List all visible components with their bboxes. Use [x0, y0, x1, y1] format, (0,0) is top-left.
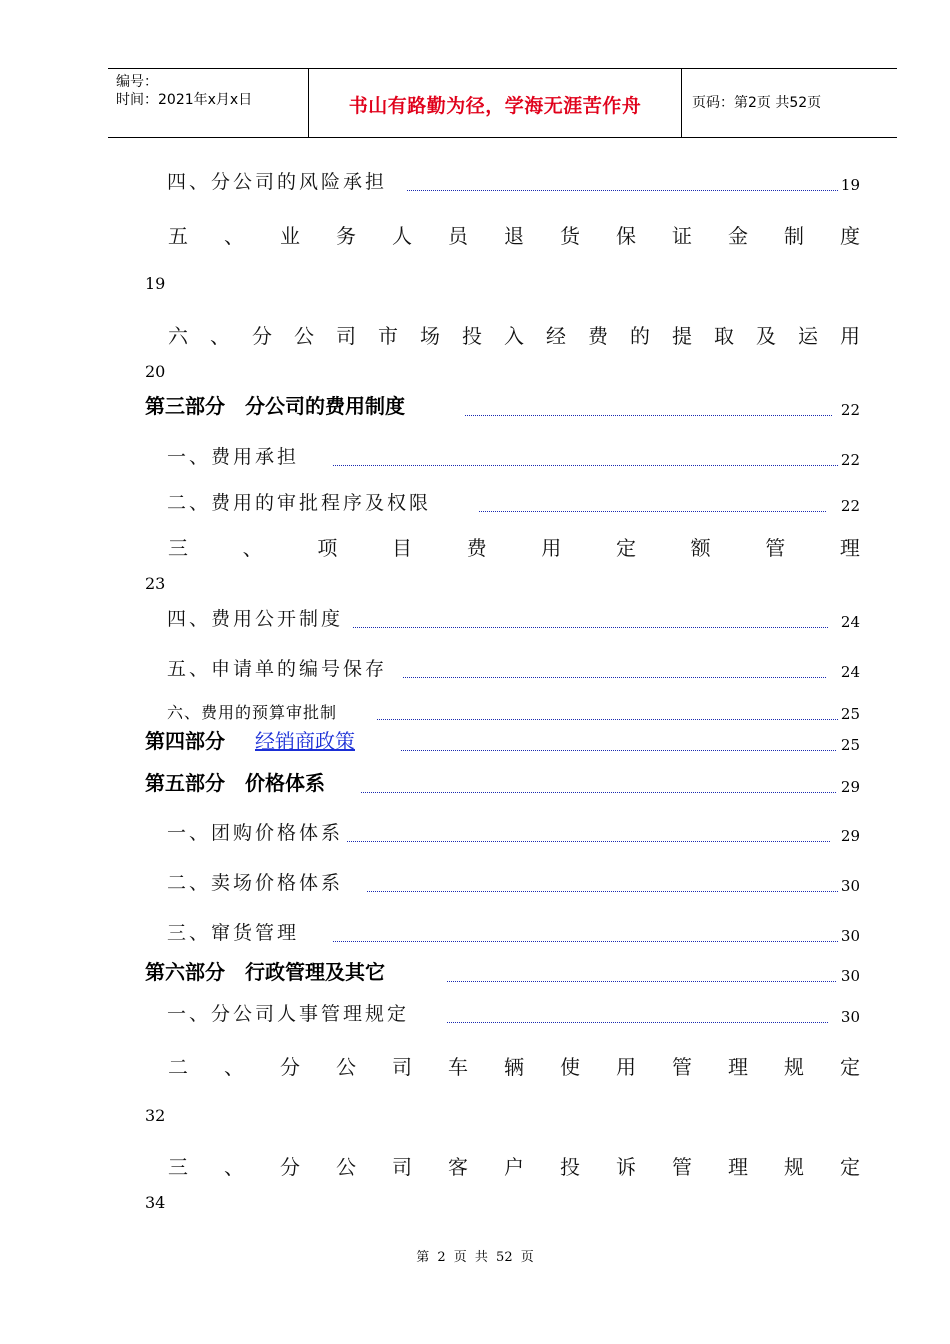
toc-char: 证 [672, 224, 692, 248]
toc-entry-label: 三、窜货管理 [167, 922, 300, 944]
toc-page-number: 22 [840, 451, 860, 469]
toc-char: 三 [168, 536, 188, 560]
toc-part-entry[interactable] [145, 728, 860, 758]
dealer-policy-link[interactable]: 经销商政策 [255, 729, 355, 753]
toc-char: 分 [280, 1155, 300, 1179]
toc-char: 目 [391, 536, 412, 560]
toc-char: 、 [224, 1155, 244, 1179]
toc-char: 三 [168, 1155, 188, 1179]
toc-char: 金 [728, 224, 748, 248]
toc-page-number: 30 [840, 927, 860, 945]
toc-char: 理 [728, 1155, 748, 1179]
toc-entry-spread[interactable] [168, 1051, 860, 1080]
toc-entry-spread[interactable] [168, 532, 860, 561]
toc-char: 、 [224, 1055, 244, 1079]
toc-entry-spread[interactable] [168, 1151, 860, 1180]
toc-page-number: 19 [840, 176, 860, 194]
toc-char: 使 [560, 1055, 580, 1079]
toc-page-number: 30 [840, 967, 860, 985]
toc-char: 诉 [616, 1155, 636, 1179]
page-footer: 第 2 页 共 52 页 [416, 1250, 534, 1265]
toc-char: 规 [784, 1155, 804, 1179]
toc-char: 保 [616, 224, 636, 248]
toc-char: 额 [690, 536, 711, 560]
toc-char: 六 [168, 324, 188, 348]
toc-entry[interactable] [145, 443, 860, 473]
toc-char: 户 [504, 1155, 524, 1179]
toc-char: 投 [462, 324, 482, 348]
toc-char: 定 [615, 536, 636, 560]
toc-part-entry[interactable] [145, 959, 860, 989]
toc-page-number: 25 [840, 705, 860, 723]
toc-entry[interactable] [145, 819, 860, 849]
toc-page-number: 22 [840, 401, 860, 419]
toc-char: 、 [210, 324, 230, 348]
toc-leader [479, 511, 826, 512]
toc-page-number: 24 [840, 613, 860, 631]
toc-char: 货 [560, 224, 580, 248]
toc-leader [447, 981, 836, 982]
toc-char: 员 [448, 224, 468, 248]
toc-entry-label: 一、团购价格体系 [167, 822, 344, 844]
toc-char: 、 [242, 536, 263, 560]
toc-page-number: 34 [145, 1193, 166, 1212]
toc-char: 二 [168, 1055, 188, 1079]
toc-char: 项 [317, 536, 338, 560]
motto-text: 书山有路勤为径，学海无涯苦作舟 [348, 95, 642, 117]
toc-char: 车 [448, 1055, 468, 1079]
toc-page-number: 32 [145, 1106, 166, 1125]
toc-char: 理 [728, 1055, 748, 1079]
toc-leader [465, 415, 832, 416]
toc-char: 场 [420, 324, 440, 348]
code-label: 编号： [116, 74, 158, 90]
toc-char: 管 [672, 1055, 692, 1079]
toc-char: 取 [714, 324, 734, 348]
toc-leader [367, 891, 838, 892]
toc-char: 公 [336, 1155, 356, 1179]
toc-char: 客 [448, 1155, 468, 1179]
toc-entry[interactable] [145, 605, 860, 635]
toc-entry[interactable] [145, 919, 860, 949]
toc-char: 用 [541, 536, 562, 560]
toc-char: 司 [336, 324, 356, 348]
toc-char: 市 [378, 324, 398, 348]
toc-char: 分 [280, 1055, 300, 1079]
toc-char: 公 [294, 324, 314, 348]
toc-char: 度 [840, 224, 860, 248]
toc-entry-label: 第六部分 行政管理及其它 [145, 960, 385, 984]
toc-char: 规 [784, 1055, 804, 1079]
toc-char: 定 [840, 1155, 860, 1179]
toc-char: 的 [630, 324, 650, 348]
toc-char: 辆 [504, 1055, 524, 1079]
toc-char: 经 [546, 324, 566, 348]
time-label: 时间：2021年x月x日 [116, 92, 253, 108]
toc-page-number: 29 [840, 778, 860, 796]
toc-char: 用 [840, 324, 860, 348]
toc-entry[interactable] [145, 655, 860, 685]
toc-part-entry[interactable] [145, 770, 860, 800]
header-motto-cell [309, 69, 682, 137]
toc-entry[interactable] [145, 1000, 860, 1030]
toc-char: 务 [336, 224, 356, 248]
toc-entry-spread[interactable] [168, 220, 860, 249]
page-info: 页码：第2页 共52页 [692, 95, 822, 111]
toc-page-number: 24 [840, 663, 860, 681]
toc-page-number: 25 [840, 736, 860, 754]
toc-entry-label: 第三部分 分公司的费用制度 [145, 394, 405, 418]
toc-entry-label [145, 725, 355, 754]
toc-entry-label: 四、分公司的风险承担 [167, 171, 388, 193]
toc-char: 定 [840, 1055, 860, 1079]
toc-char: 投 [560, 1155, 580, 1179]
toc-leader [407, 190, 838, 191]
toc-page-number: 23 [145, 574, 166, 593]
toc-leader [401, 750, 836, 751]
toc-char: 入 [504, 324, 524, 348]
toc-char: 及 [756, 324, 776, 348]
toc-page-number: 20 [145, 362, 166, 381]
toc-char: 用 [616, 1055, 636, 1079]
toc-leader [353, 627, 828, 628]
toc-page-number: 29 [840, 827, 860, 845]
toc-page-number: 19 [145, 274, 166, 293]
toc-leader [333, 465, 838, 466]
toc-char: 提 [672, 324, 692, 348]
toc-char: 业 [280, 224, 300, 248]
toc-char: 司 [392, 1055, 412, 1079]
toc-part-entry[interactable] [145, 393, 860, 423]
toc-entry-label: 一、分公司人事管理规定 [167, 1003, 410, 1025]
toc-char: 运 [798, 324, 818, 348]
toc-char: 费 [588, 324, 608, 348]
toc-page-number: 30 [840, 877, 860, 895]
toc-entry[interactable] [145, 697, 860, 727]
toc-char: 五 [168, 224, 188, 248]
toc-char: 公 [336, 1055, 356, 1079]
toc-entry[interactable] [145, 869, 860, 899]
toc-leader [333, 941, 838, 942]
page-header [108, 68, 897, 138]
toc-char: 费 [466, 536, 487, 560]
toc-leader [403, 677, 826, 678]
toc-char: 管 [672, 1155, 692, 1179]
header-page-cell [682, 69, 897, 137]
toc-entry-label: 二、卖场价格体系 [167, 872, 344, 894]
toc-leader [447, 1022, 828, 1023]
toc-page-number: 22 [840, 497, 860, 515]
toc-entry-spread[interactable] [168, 320, 860, 349]
toc-char: 人 [392, 224, 412, 248]
toc-char: 司 [392, 1155, 412, 1179]
toc-char: 理 [839, 536, 860, 560]
toc-entry-label: 六、费用的预算审批制 [167, 703, 338, 722]
toc-leader [361, 792, 836, 793]
toc-entry-label: 五、申请单的编号保存 [167, 658, 388, 680]
toc-entry[interactable] [145, 168, 860, 198]
toc-char: 制 [784, 224, 804, 248]
toc-part-prefix: 第四部分 [145, 729, 225, 753]
header-meta-cell [108, 69, 309, 137]
toc-entry-label: 一、费用承担 [167, 446, 300, 468]
toc-char: 分 [252, 324, 272, 348]
toc-entry-label: 二、费用的审批程序及权限 [167, 492, 432, 514]
toc-char: 退 [504, 224, 524, 248]
toc-entry-label: 四、费用公开制度 [167, 608, 344, 630]
toc-page-number: 30 [840, 1008, 860, 1026]
toc-char: 管 [765, 536, 786, 560]
toc-entry[interactable] [145, 489, 860, 519]
toc-leader [347, 841, 830, 842]
toc-leader [377, 719, 838, 720]
toc-char: 、 [224, 224, 244, 248]
toc-entry-label: 第五部分 价格体系 [145, 771, 325, 795]
